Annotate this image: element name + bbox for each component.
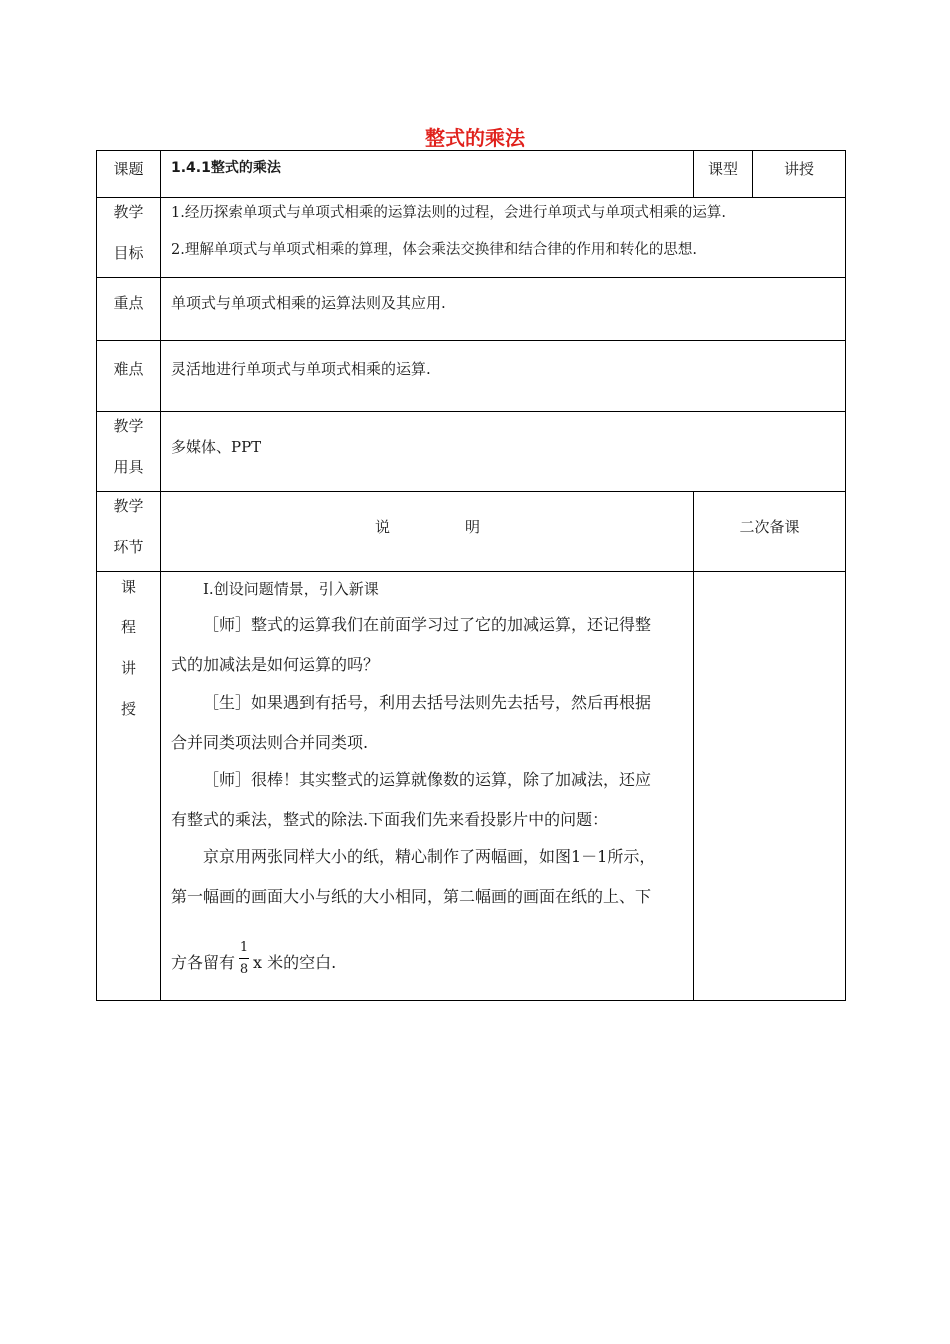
goals-label-2: 目标 bbox=[113, 244, 144, 262]
page-title: 整式的乘法 bbox=[425, 126, 525, 150]
lesson-label-char-2: 程 bbox=[120, 618, 136, 636]
lesson-type-label: 课型 bbox=[707, 160, 738, 178]
lesson-label-char-4: 授 bbox=[120, 700, 136, 718]
key-point-value: 单项式与单项式相乘的运算法则及其应用. bbox=[171, 294, 446, 312]
description-header-2: 明 bbox=[465, 518, 481, 536]
body-line-10-start: 方各留有 bbox=[171, 953, 236, 972]
body-line-10-end: x 米的空白. bbox=[253, 953, 337, 972]
lesson-label-char-1: 课 bbox=[120, 578, 136, 596]
lesson-label-char-3: 讲 bbox=[120, 659, 136, 677]
tools-value: 多媒体、PPT bbox=[171, 438, 262, 456]
section-label-1: 教学 bbox=[113, 497, 144, 515]
body-line-2: ［师］整式的运算我们在前面学习过了它的加减运算，还记得整 bbox=[203, 615, 652, 634]
body-line-8: 京京用两张同样大小的纸，精心制作了两幅画，如图1－1所示， bbox=[203, 847, 656, 866]
key-point-label: 重点 bbox=[113, 294, 144, 312]
difficulty-value: 灵活地进行单项式与单项式相乘的运算. bbox=[171, 360, 431, 378]
fraction-denominator: 8 bbox=[239, 962, 249, 977]
topic-value: 1.4.1整式的乘法 bbox=[171, 160, 281, 176]
second-prep-header: 二次备课 bbox=[739, 518, 800, 536]
body-line-5: 合并同类项法则合并同类项. bbox=[171, 733, 369, 752]
body-line-9: 第一幅画的画面大小与纸的大小相同，第二幅画的画面在纸的上、下 bbox=[171, 887, 652, 906]
fraction-bar bbox=[239, 958, 249, 959]
topic-label: 课题 bbox=[113, 160, 144, 178]
body-line-7: 有整式的乘法，整式的除法.下面我们先来看投影片中的问题： bbox=[171, 810, 609, 829]
goal-line-1: 1.经历探索单项式与单项式相乘的运算法则的过程，会进行单项式与单项式相乘的运算. bbox=[171, 205, 726, 221]
goals-label-1: 教学 bbox=[113, 203, 144, 221]
body-line-1: Ⅰ.创设问题情景，引入新课 bbox=[203, 580, 379, 598]
goal-line-2: 2.理解单项式与单项式相乘的算理，体会乘法交换律和结合律的作用和转化的思想. bbox=[171, 242, 697, 258]
body-line-4: ［生］如果遇到有括号，利用去括号法则先去括号，然后再根据 bbox=[203, 693, 652, 712]
fraction-numerator: 1 bbox=[239, 940, 249, 955]
body-line-3: 式的加减法是如何运算的吗？ bbox=[171, 655, 380, 674]
lesson-type-value: 讲授 bbox=[783, 160, 814, 178]
tools-label-1: 教学 bbox=[113, 417, 144, 435]
section-label-2: 环节 bbox=[113, 538, 144, 556]
body-line-6: ［师］很棒！其实整式的运算就像数的运算，除了加减法，还应 bbox=[203, 770, 652, 789]
tools-label-2: 用具 bbox=[113, 458, 144, 476]
description-header-1: 说 bbox=[375, 518, 391, 536]
difficulty-label: 难点 bbox=[113, 360, 144, 378]
